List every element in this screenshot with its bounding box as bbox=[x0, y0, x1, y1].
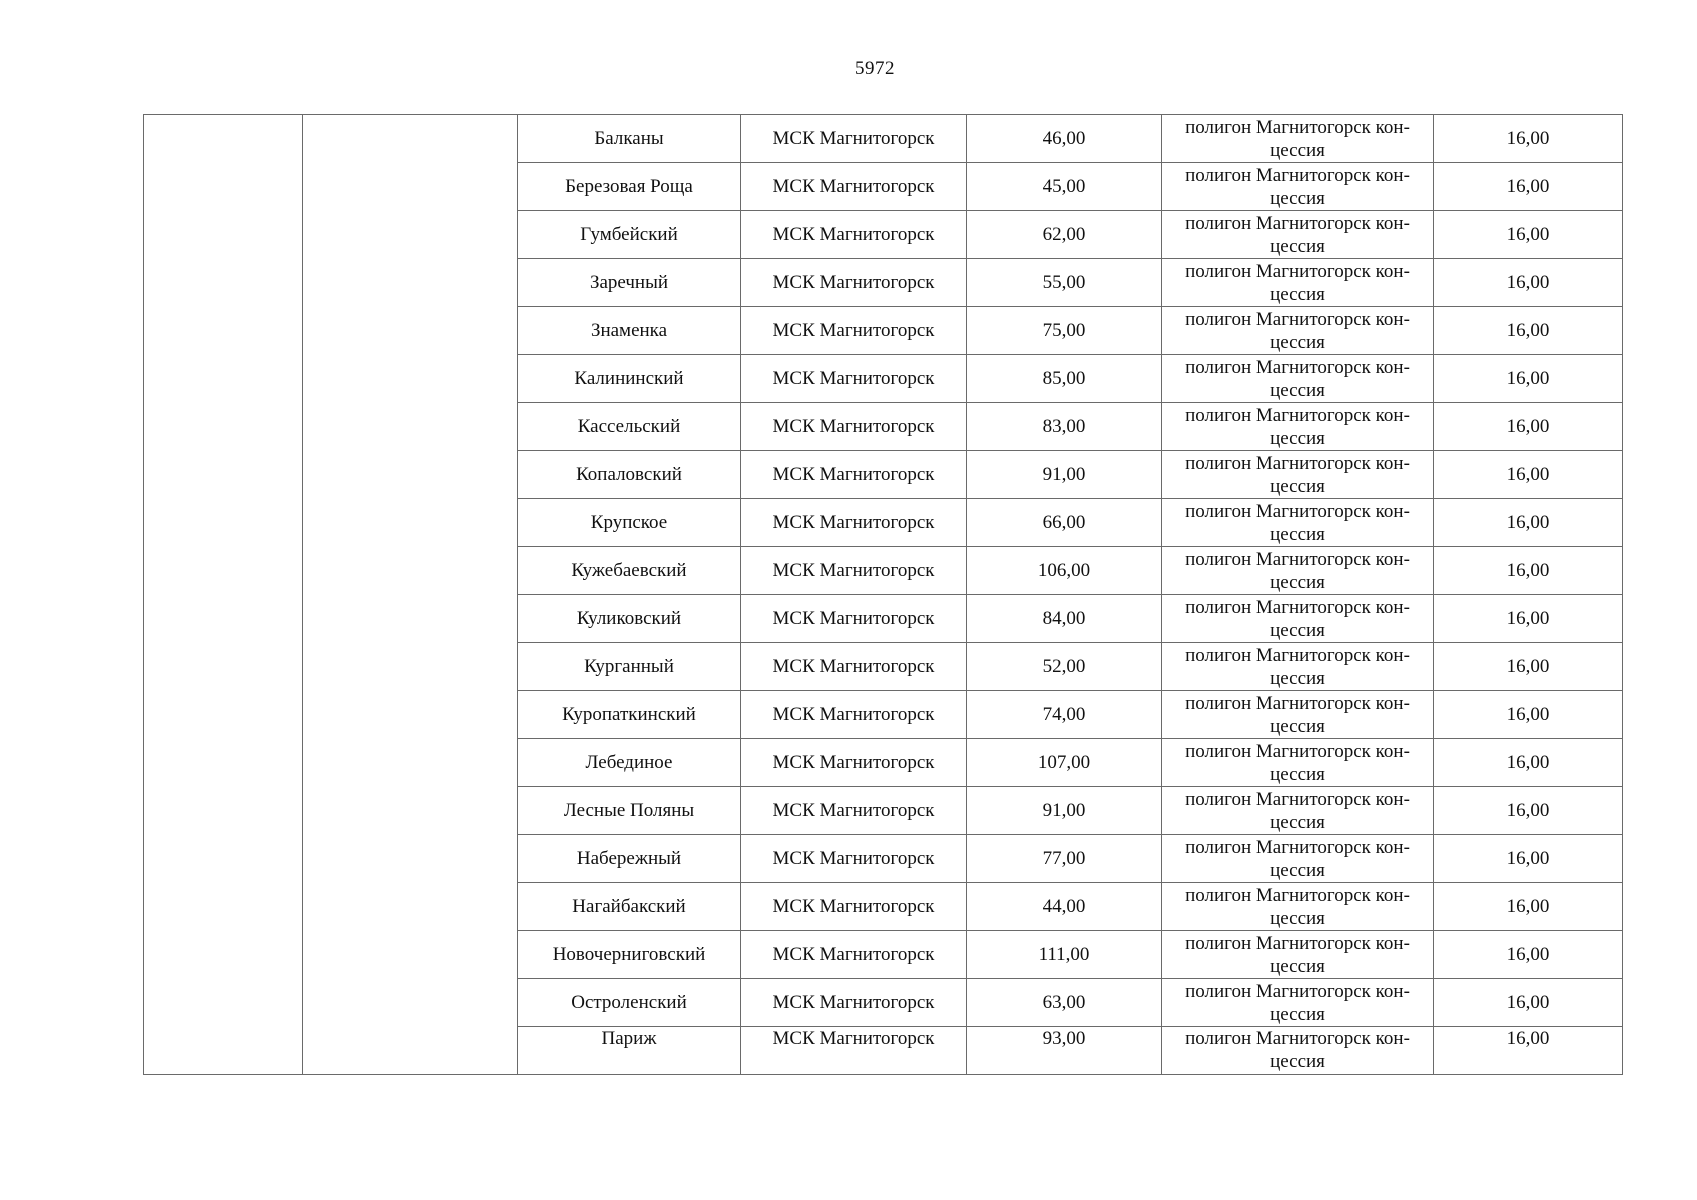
value-cell: 16,00 bbox=[1434, 163, 1623, 211]
facility-cell bbox=[1162, 883, 1434, 931]
facility-line-1: полигон Магнитогорск кон- bbox=[1185, 1028, 1410, 1049]
facility-cell bbox=[1162, 739, 1434, 787]
distance-cell: 63,00 bbox=[967, 979, 1162, 1027]
facility-line-2: цессия bbox=[1270, 235, 1325, 257]
facility-line-2: цессия bbox=[1270, 139, 1325, 161]
distance-cell: 44,00 bbox=[967, 883, 1162, 931]
facility-line-1: полигон Магнитогорск кон- bbox=[1185, 548, 1410, 570]
facility-line-1: полигон Магнитогорск кон- bbox=[1185, 932, 1410, 954]
distance-cell: 52,00 bbox=[967, 643, 1162, 691]
settlement-cell: Балканы bbox=[518, 115, 741, 163]
operator-cell: МСК Магнитогорск bbox=[741, 499, 967, 547]
facility-line-1: полигон Магнитогорск кон- bbox=[1185, 980, 1410, 1002]
operator-cell: МСК Магнитогорск bbox=[741, 739, 967, 787]
settlement-cell: Знаменка bbox=[518, 307, 741, 355]
facility-line-1: полигон Магнитогорск кон- bbox=[1185, 404, 1410, 426]
distance-cell: 111,00 bbox=[967, 931, 1162, 979]
facility-line-1: полигон Магнитогорск кон- bbox=[1185, 356, 1410, 378]
distance-cell: 74,00 bbox=[967, 691, 1162, 739]
facility-line-2: цессия bbox=[1270, 187, 1325, 209]
distance-cell: 75,00 bbox=[967, 307, 1162, 355]
operator-cell: МСК Магнитогорск bbox=[741, 931, 967, 979]
settlement-cell: Лесные Поляны bbox=[518, 787, 741, 835]
value-cell: 16,00 bbox=[1434, 211, 1623, 259]
facility-cell bbox=[1162, 643, 1434, 691]
settlement-cell: Заречный bbox=[518, 259, 741, 307]
facility-line-1: полигон Магнитогорск кон- bbox=[1185, 452, 1410, 474]
distance-cell: 107,00 bbox=[967, 739, 1162, 787]
facility-line-2: цессия bbox=[1270, 1051, 1325, 1072]
settlement-cell: Курганный bbox=[518, 643, 741, 691]
operator-cell: МСК Магнитогорск bbox=[741, 1027, 967, 1075]
settlement-cell: Нагайбакский bbox=[518, 883, 741, 931]
value-cell: 16,00 bbox=[1434, 835, 1623, 883]
value-cell: 16,00 bbox=[1434, 931, 1623, 979]
facility-line-2: цессия bbox=[1270, 379, 1325, 401]
operator-cell: МСК Магнитогорск bbox=[741, 355, 967, 403]
distance-cell: 106,00 bbox=[967, 547, 1162, 595]
operator-cell: МСК Магнитогорск bbox=[741, 211, 967, 259]
waste-transport-table bbox=[143, 114, 1623, 1075]
settlement-cell: Лебединое bbox=[518, 739, 741, 787]
distance-cell: 46,00 bbox=[967, 115, 1162, 163]
facility-line-1: полигон Магнитогорск кон- bbox=[1185, 260, 1410, 282]
operator-cell: МСК Магнитогорск bbox=[741, 691, 967, 739]
facility-cell bbox=[1162, 595, 1434, 643]
facility-cell bbox=[1162, 451, 1434, 499]
facility-line-2: цессия bbox=[1270, 571, 1325, 593]
facility-line-1: полигон Магнитогорск кон- bbox=[1185, 788, 1410, 810]
facility-line-1: полигон Магнитогорск кон- bbox=[1185, 164, 1410, 186]
facility-line-2: цессия bbox=[1270, 811, 1325, 833]
facility-line-1: полигон Магнитогорск кон- bbox=[1185, 884, 1410, 906]
distance-cell: 93,00 bbox=[967, 1027, 1162, 1075]
distance-cell: 45,00 bbox=[967, 163, 1162, 211]
facility-line-1: полигон Магнитогорск кон- bbox=[1185, 116, 1410, 138]
value-cell: 16,00 bbox=[1434, 691, 1623, 739]
facility-cell bbox=[1162, 403, 1434, 451]
operator-cell: МСК Магнитогорск bbox=[741, 547, 967, 595]
value-cell: 16,00 bbox=[1434, 259, 1623, 307]
facility-line-1: полигон Магнитогорск кон- bbox=[1185, 212, 1410, 234]
table-row bbox=[144, 115, 1623, 163]
facility-line-2: цессия bbox=[1270, 331, 1325, 353]
value-cell: 16,00 bbox=[1434, 307, 1623, 355]
operator-cell: МСК Магнитогорск bbox=[741, 787, 967, 835]
facility-cell bbox=[1162, 499, 1434, 547]
facility-cell bbox=[1162, 259, 1434, 307]
settlement-cell: Калининский bbox=[518, 355, 741, 403]
facility-line-1: полигон Магнитогорск кон- bbox=[1185, 596, 1410, 618]
value-cell: 16,00 bbox=[1434, 115, 1623, 163]
value-cell: 16,00 bbox=[1434, 643, 1623, 691]
facility-cell bbox=[1162, 163, 1434, 211]
facility-line-2: цессия bbox=[1270, 619, 1325, 641]
settlement-cell: Копаловский bbox=[518, 451, 741, 499]
facility-cell bbox=[1162, 211, 1434, 259]
value-cell: 16,00 bbox=[1434, 1027, 1623, 1075]
settlement-cell: Куликовский bbox=[518, 595, 741, 643]
value-cell: 16,00 bbox=[1434, 499, 1623, 547]
operator-cell: МСК Магнитогорск bbox=[741, 979, 967, 1027]
facility-cell bbox=[1162, 115, 1434, 163]
operator-cell: МСК Магнитогорск bbox=[741, 403, 967, 451]
settlement-cell: Остроленский bbox=[518, 979, 741, 1027]
operator-cell: МСК Магнитогорск bbox=[741, 259, 967, 307]
facility-cell bbox=[1162, 547, 1434, 595]
operator-cell: МСК Магнитогорск bbox=[741, 883, 967, 931]
value-cell: 16,00 bbox=[1434, 883, 1623, 931]
operator-cell: МСК Магнитогорск bbox=[741, 451, 967, 499]
operator-cell: МСК Магнитогорск bbox=[741, 115, 967, 163]
facility-line-1: полигон Магнитогорск кон- bbox=[1185, 740, 1410, 762]
distance-cell: 77,00 bbox=[967, 835, 1162, 883]
value-cell: 16,00 bbox=[1434, 547, 1623, 595]
facility-line-1: полигон Магнитогорск кон- bbox=[1185, 644, 1410, 666]
settlement-cell: Крупское bbox=[518, 499, 741, 547]
facility-line-1: полигон Магнитогорск кон- bbox=[1185, 836, 1410, 858]
page-number: 5972 bbox=[855, 58, 895, 79]
facility-cell bbox=[1162, 787, 1434, 835]
blank-column-1-cell bbox=[144, 115, 303, 1075]
settlement-cell: Кужебаевский bbox=[518, 547, 741, 595]
facility-line-2: цессия bbox=[1270, 523, 1325, 545]
facility-line-2: цессия bbox=[1270, 283, 1325, 305]
settlement-cell: Гумбейский bbox=[518, 211, 741, 259]
facility-line-1: полигон Магнитогорск кон- bbox=[1185, 692, 1410, 714]
distance-cell: 55,00 bbox=[967, 259, 1162, 307]
value-cell: 16,00 bbox=[1434, 739, 1623, 787]
settlement-cell: Куропаткинский bbox=[518, 691, 741, 739]
settlement-cell: Березовая Роща bbox=[518, 163, 741, 211]
value-cell: 16,00 bbox=[1434, 979, 1623, 1027]
settlement-cell: Новочерниговский bbox=[518, 931, 741, 979]
value-cell: 16,00 bbox=[1434, 787, 1623, 835]
settlement-cell: Набережный bbox=[518, 835, 741, 883]
facility-cell bbox=[1162, 307, 1434, 355]
facility-line-2: цессия bbox=[1270, 907, 1325, 929]
value-cell: 16,00 bbox=[1434, 595, 1623, 643]
facility-cell bbox=[1162, 355, 1434, 403]
value-cell: 16,00 bbox=[1434, 355, 1623, 403]
distance-cell: 91,00 bbox=[967, 451, 1162, 499]
distance-cell: 84,00 bbox=[967, 595, 1162, 643]
operator-cell: МСК Магнитогорск bbox=[741, 643, 967, 691]
facility-line-2: цессия bbox=[1270, 763, 1325, 785]
distance-cell: 83,00 bbox=[967, 403, 1162, 451]
settlement-cell: Париж bbox=[518, 1027, 741, 1075]
facility-line-2: цессия bbox=[1270, 1003, 1325, 1025]
facility-line-2: цессия bbox=[1270, 955, 1325, 977]
operator-cell: МСК Магнитогорск bbox=[741, 163, 967, 211]
settlement-cell: Кассельский bbox=[518, 403, 741, 451]
blank-column-2-cell bbox=[303, 115, 518, 1075]
facility-cell bbox=[1162, 691, 1434, 739]
facility-cell bbox=[1162, 931, 1434, 979]
facility-cell bbox=[1162, 835, 1434, 883]
distance-cell: 91,00 bbox=[967, 787, 1162, 835]
operator-cell: МСК Магнитогорск bbox=[741, 835, 967, 883]
distance-cell: 66,00 bbox=[967, 499, 1162, 547]
facility-line-2: цессия bbox=[1270, 859, 1325, 881]
distance-cell: 62,00 bbox=[967, 211, 1162, 259]
value-cell: 16,00 bbox=[1434, 451, 1623, 499]
facility-cell bbox=[1162, 979, 1434, 1027]
facility-cell bbox=[1162, 1027, 1434, 1075]
facility-line-2: цессия bbox=[1270, 475, 1325, 497]
facility-line-1: полигон Магнитогорск кон- bbox=[1185, 500, 1410, 522]
facility-line-1: полигон Магнитогорск кон- bbox=[1185, 308, 1410, 330]
value-cell: 16,00 bbox=[1434, 403, 1623, 451]
operator-cell: МСК Магнитогорск bbox=[741, 307, 967, 355]
distance-cell: 85,00 bbox=[967, 355, 1162, 403]
facility-line-2: цессия bbox=[1270, 667, 1325, 689]
operator-cell: МСК Магнитогорск bbox=[741, 595, 967, 643]
facility-line-2: цессия bbox=[1270, 715, 1325, 737]
facility-line-2: цессия bbox=[1270, 427, 1325, 449]
